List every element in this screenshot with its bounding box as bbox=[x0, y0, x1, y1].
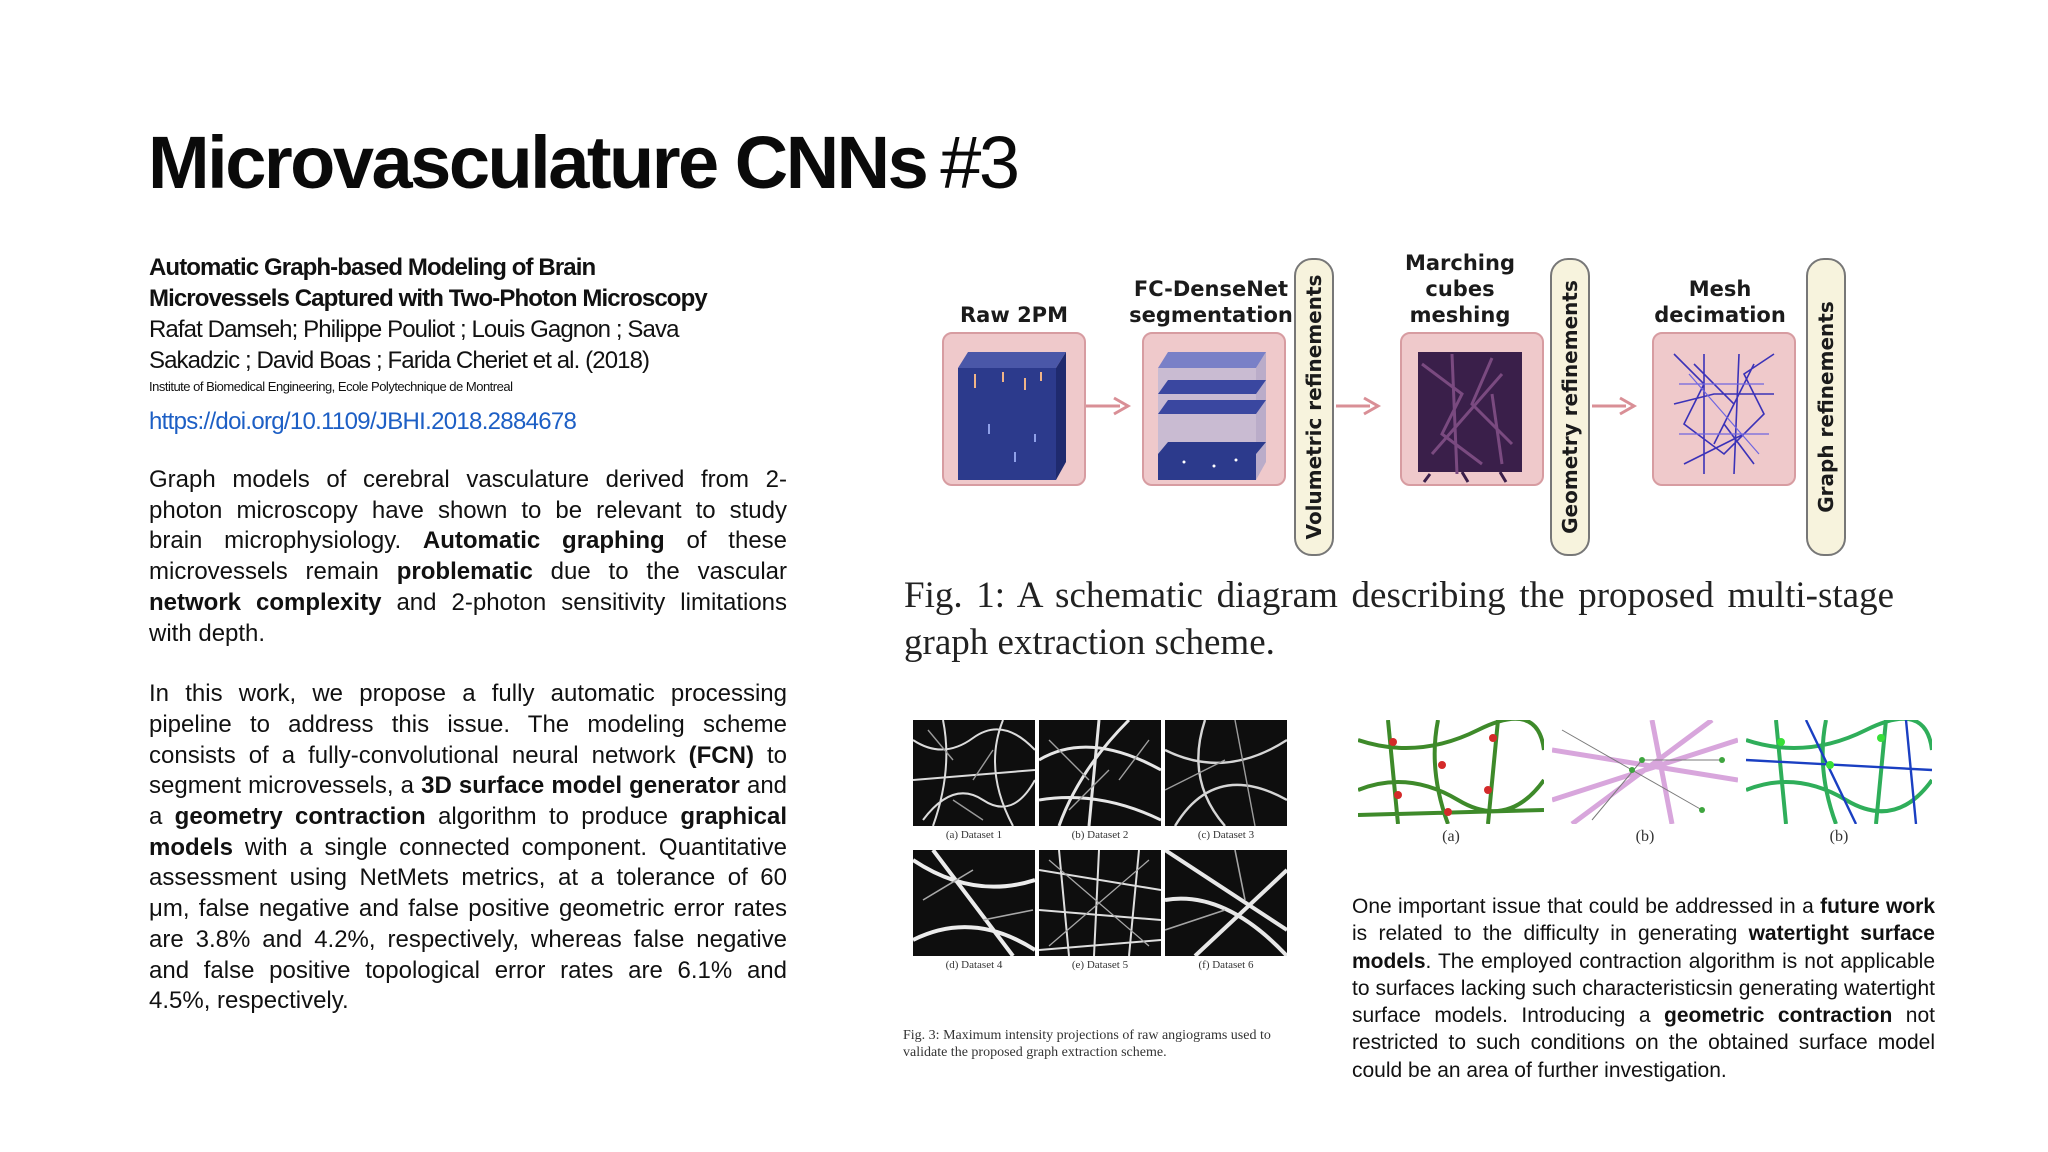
stage-label-meshing bbox=[1390, 250, 1530, 328]
volumetric-refinements-label: Volumetric refinements bbox=[1302, 274, 1326, 540]
abstract-paragraph-2 bbox=[149, 679, 787, 1017]
mip-caption-3: (c) Dataset 3 bbox=[1197, 829, 1255, 841]
authors-line-2: Sakadzic ; David Boas ; Farida Cheriet et al. (2018) bbox=[149, 347, 650, 374]
paper-summary bbox=[149, 252, 787, 1017]
note-text-4: not restricted to such conditions on the obtained surface model could be an area of further investigation. bbox=[1352, 1004, 1935, 1082]
mesh-volume bbox=[1402, 334, 1542, 484]
figure-3-caption: Fig. 3: Maximum intensity projections of raw angiograms used to validate the proposed graph extraction scheme. bbox=[903, 1028, 1271, 1060]
slide-title-number: #3 bbox=[940, 121, 1018, 204]
abstract2-text-4: algorithm to produce bbox=[425, 803, 681, 831]
paper-title bbox=[149, 252, 787, 314]
mip-image-1 bbox=[913, 720, 1035, 826]
mip-panel-5 bbox=[1039, 850, 1161, 976]
decimated-mesh bbox=[1654, 334, 1794, 484]
mip-grid bbox=[913, 720, 1291, 976]
graph-comparison-figure bbox=[1358, 720, 1933, 846]
abstract2-text-3: and a bbox=[149, 772, 788, 831]
mip-image-2 bbox=[1039, 720, 1161, 826]
mip-image-6 bbox=[1165, 850, 1287, 956]
arrow-2-icon bbox=[1334, 394, 1384, 418]
raw-volume-cube bbox=[944, 334, 1084, 484]
arrow-3-icon bbox=[1590, 394, 1640, 418]
graph-captions bbox=[1358, 828, 1933, 846]
mip-caption-5: (e) Dataset 5 bbox=[1071, 959, 1129, 971]
geometry-refinements-pill bbox=[1550, 258, 1590, 556]
doi-link[interactable]: https://doi.org/10.1109/JBHI.2018.2884678 bbox=[149, 408, 577, 435]
graph-caption-a: (a) bbox=[1442, 828, 1460, 845]
graph-caption-b: (b) bbox=[1635, 828, 1655, 845]
graph-refinements-pill bbox=[1806, 258, 1846, 556]
mip-caption-2: (b) Dataset 2 bbox=[1071, 829, 1129, 841]
graph-panels bbox=[1358, 720, 1933, 824]
stage-label-raw: Raw 2PM bbox=[960, 303, 1068, 327]
abstract2-bold-3: geometry contraction bbox=[174, 803, 426, 831]
mip-image-4 bbox=[913, 850, 1035, 956]
mip-panel-3 bbox=[1165, 720, 1287, 846]
abstract1-text-4: and 2-photon sensitivity limitations with depth. bbox=[149, 588, 788, 647]
geometry-refinements-label: Geometry refinements bbox=[1558, 280, 1582, 534]
meshing-panel bbox=[1400, 332, 1544, 486]
abstract1-bold-2: problematic bbox=[396, 558, 533, 586]
graph-panel-a bbox=[1358, 720, 1544, 824]
graph-panel-c bbox=[1746, 720, 1932, 824]
raw-volume-panel bbox=[942, 332, 1086, 486]
note-text-2: is related to the difficulty in generating bbox=[1352, 922, 1749, 946]
graph-panel-b bbox=[1552, 720, 1738, 824]
stage-label-decimation bbox=[1650, 276, 1790, 328]
stage-label-segmentation bbox=[1126, 276, 1296, 328]
abstract1-text-3: due to the vascular bbox=[532, 558, 787, 586]
note-text-3: . The employed contraction algorithm is not applicable to surfaces lacking such characteristicsin generating watertight surface models. Introducing a bbox=[1352, 949, 1935, 1028]
graph-caption-c: (b) bbox=[1829, 828, 1849, 845]
stage-label-decimation-line-1: Mesh bbox=[1688, 277, 1752, 301]
note-bold-1: future work bbox=[1820, 895, 1936, 918]
mip-caption-4: (d) Dataset 4 bbox=[945, 959, 1003, 971]
abstract1-bold-3: network complexity bbox=[149, 588, 382, 616]
graph-refinements-label: Graph refinements bbox=[1814, 301, 1838, 513]
mip-panel-2 bbox=[1039, 720, 1161, 846]
pipeline-figure bbox=[930, 244, 1890, 564]
abstract2-bold-4: graphical models bbox=[149, 803, 788, 861]
abstract2-text-1: In this work, we propose a fully automatic processing pipeline to address this issue. The modeling scheme consists of a fully-convolutional neural network bbox=[149, 680, 787, 769]
stage-label-meshing-line-3: meshing bbox=[1409, 303, 1511, 327]
stage-label-segmentation-line-2: segmentation bbox=[1129, 303, 1293, 327]
abstract2-bold-1: (FCN) bbox=[688, 741, 754, 769]
slide-title-main: Microvasculature CNNs bbox=[148, 121, 927, 204]
abstract1-text-1: Graph models of cerebral vasculature derived from 2-photon microscopy have shown to be relevant to study brain microphysiology. bbox=[149, 466, 787, 555]
stage-label-decimation-line-2: decimation bbox=[1654, 303, 1786, 327]
abstract2-text-5: with a single connected component. Quantitative assessment using NetMets metrics, at a tolerance of 60 μm, false negative and false positive geometric error rates are 3.8% and 4.2%, respectively, whereas false negative and false positive topological error rates are 6.1% and 4.5%, respectively. bbox=[149, 833, 787, 1015]
stage-label-meshing-line-2: cubes bbox=[1425, 277, 1495, 301]
stage-label-segmentation-line-1: FC-DenseNet bbox=[1133, 277, 1289, 301]
abstract2-bold-2: 3D surface model generator bbox=[421, 772, 740, 800]
authors-line-1: Rafat Damseh; Philippe Pouliot ; Louis Gagnon ; Sava bbox=[149, 316, 679, 343]
segmentation-panel bbox=[1142, 332, 1286, 486]
mip-image-5 bbox=[1039, 850, 1161, 956]
mip-panel-4 bbox=[913, 850, 1035, 976]
mip-panel-6 bbox=[1165, 850, 1287, 976]
paper-authors bbox=[149, 314, 787, 376]
abstract1-text-2: of these microvessels remain bbox=[149, 527, 788, 586]
abstract1-bold-1: Automatic graphing bbox=[422, 527, 665, 555]
stage-label-meshing-line-1: Marching bbox=[1404, 251, 1515, 275]
paper-title-line-1: Automatic Graph-based Modeling of Brain bbox=[149, 254, 596, 281]
mip-figure bbox=[913, 720, 1291, 976]
mip-caption-1: (a) Dataset 1 bbox=[945, 829, 1003, 841]
note-bold-3: geometric contraction bbox=[1664, 1004, 1893, 1028]
note-text-1: One important issue that could be addressed in a bbox=[1352, 895, 1821, 918]
slide-title bbox=[148, 118, 1018, 208]
note-bold-2: watertight surface models bbox=[1352, 922, 1935, 973]
volumetric-refinements-pill bbox=[1294, 258, 1334, 556]
future-work-note bbox=[1352, 893, 1935, 1084]
figure-1-caption: Fig. 1: A schematic diagram describing the proposed multi-stage graph extraction scheme. bbox=[904, 575, 1894, 663]
segmentation-slices bbox=[1144, 334, 1284, 484]
paper-title-line-2: Microvessels Captured with Two-Photon Microscopy bbox=[149, 285, 707, 312]
paper-institution: Institute of Biomedical Engineering, Ecole Polytechnique de Montreal bbox=[149, 379, 513, 394]
mip-image-3 bbox=[1165, 720, 1287, 826]
abstract-paragraph-1 bbox=[149, 465, 787, 649]
mip-panel-1 bbox=[913, 720, 1035, 846]
decimation-panel bbox=[1652, 332, 1796, 486]
abstract2-text-2: to segment microvessels, a bbox=[149, 741, 787, 800]
mip-caption-6: (f) Dataset 6 bbox=[1198, 959, 1254, 971]
arrow-1-icon bbox=[1084, 394, 1134, 418]
